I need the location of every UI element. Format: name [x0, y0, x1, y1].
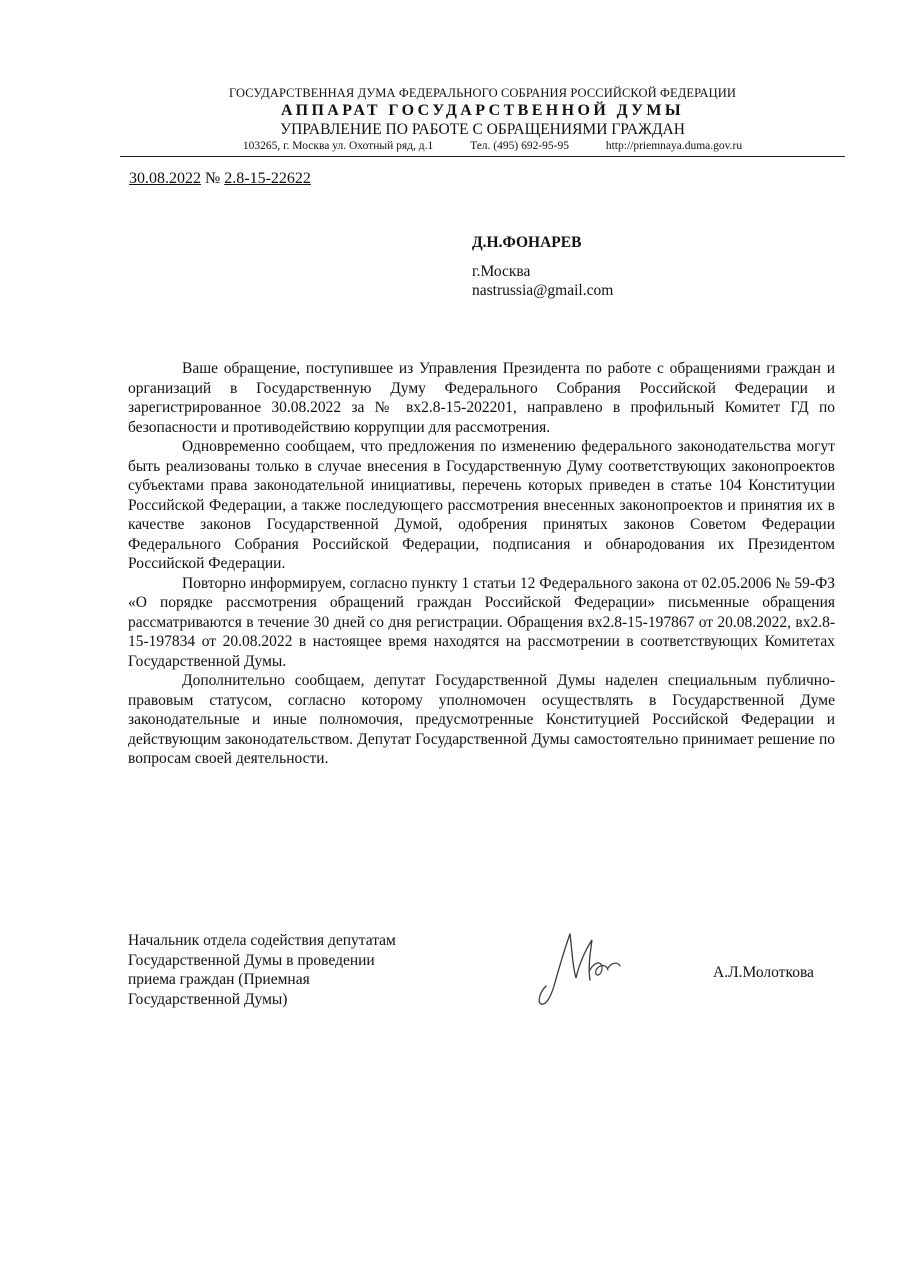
- addressee-name: Д.Н.ФОНАРЕВ: [472, 234, 582, 251]
- handwritten-signature: [532, 920, 632, 1015]
- department-name: УПРАВЛЕНИЕ ПО РАБОТЕ С ОБРАЩЕНИЯМИ ГРАЖДАН: [280, 121, 685, 138]
- body-paragraph: Дополнительно сообщаем, депутат Государственной Думы наделен специальным публично-правовым статусом, согласно которому уполномочен осуществлять в Государственной Думе законодательные и иные полномочия, предусмотренные Конституцией Российской Федерации и действующим законодательством. Депутат Государственной Думы самостоятельно принимает решение по вопросам своей деятельности.: [128, 672, 835, 767]
- signatory-title-line: Государственной Думы): [128, 990, 288, 1008]
- addressee-block: [472, 233, 613, 300]
- number-sign: №: [205, 170, 221, 187]
- website: http://priemnaya.duma.gov.ru: [605, 140, 743, 152]
- signatory-title-line: Начальник отдела содействия депутатам: [128, 932, 396, 949]
- letterhead-divider: [120, 156, 845, 157]
- phone: Тел. (495) 692-95-95: [470, 140, 569, 152]
- signatory-title: [128, 931, 396, 1009]
- letter-body: [128, 359, 835, 769]
- address: 103265, г. Москва ул. Охотный ряд, д.1: [242, 140, 434, 152]
- contacts-line: [120, 140, 845, 153]
- registration-date: 30.08.2022: [129, 170, 201, 187]
- body-paragraph: Ваше обращение, поступившее из Управления Президента по работе с обращениями граждан и организаций в Государственную Думу Федерального Собрания Российской Федерации и зарегистрированное 30.08.2022 за № вх2.8-15-202201, направлено в профильный Комитет ГД по безопасности и противодействию коррупции для рассмотрения.: [128, 360, 835, 436]
- organization-name: ГОСУДАРСТВЕННАЯ ДУМА ФЕДЕРАЛЬНОГО СОБРАНИЯ РОССИЙСКОЙ ФЕДЕРАЦИИ: [228, 86, 737, 100]
- registration-number: 2.8-15-22622: [224, 170, 311, 187]
- signatory-title-line: Государственной Думы в проведении: [128, 951, 375, 969]
- registration-line: [129, 169, 311, 188]
- body-paragraph: Одновременно сообщаем, что предложения по изменению федерального законодательства могут быть реализованы только в случае внесения в Государственную Думу соответствующих законопроектов субъектами права законодательной инициативы, перечень которых приведен в статье 104 Конституции Российской Федерации, а также последующего рассмотрения внесенных законопроектов и принятия их в качестве законов Государственной Думой, одобрения принятых законов Советом Федерации Федерального Собрания Российской Федерации, подписания и обнародования их Президентом Российской Федерации.: [128, 438, 835, 572]
- signatory-name: А.Л.Молоткова: [713, 964, 814, 981]
- signatory-title-line: приема граждан (Приемная: [128, 971, 310, 988]
- letterhead: [120, 86, 845, 153]
- apparatus-name: АППАРАТ ГОСУДАРСТВЕННОЙ ДУМЫ: [281, 102, 684, 119]
- addressee-city: г.Москва: [472, 263, 531, 280]
- addressee-email: nastrussia@gmail.com: [472, 282, 614, 299]
- body-paragraph: Повторно информируем, согласно пункту 1 статьи 12 Федерального закона от 02.05.2006 № 59-ФЗ «О порядке рассмотрения обращений граждан Российской Федерации» письменные обращения рассматриваются в течение 30 дней со дня регистрации. Обращения вх2.8-15-197867 от 20.08.2022, вх2.8-15-197834 от 20.08.2022 в настоящее время находятся на рассмотрении в соответствующих Комитетах Государственной Думы.: [128, 574, 835, 670]
